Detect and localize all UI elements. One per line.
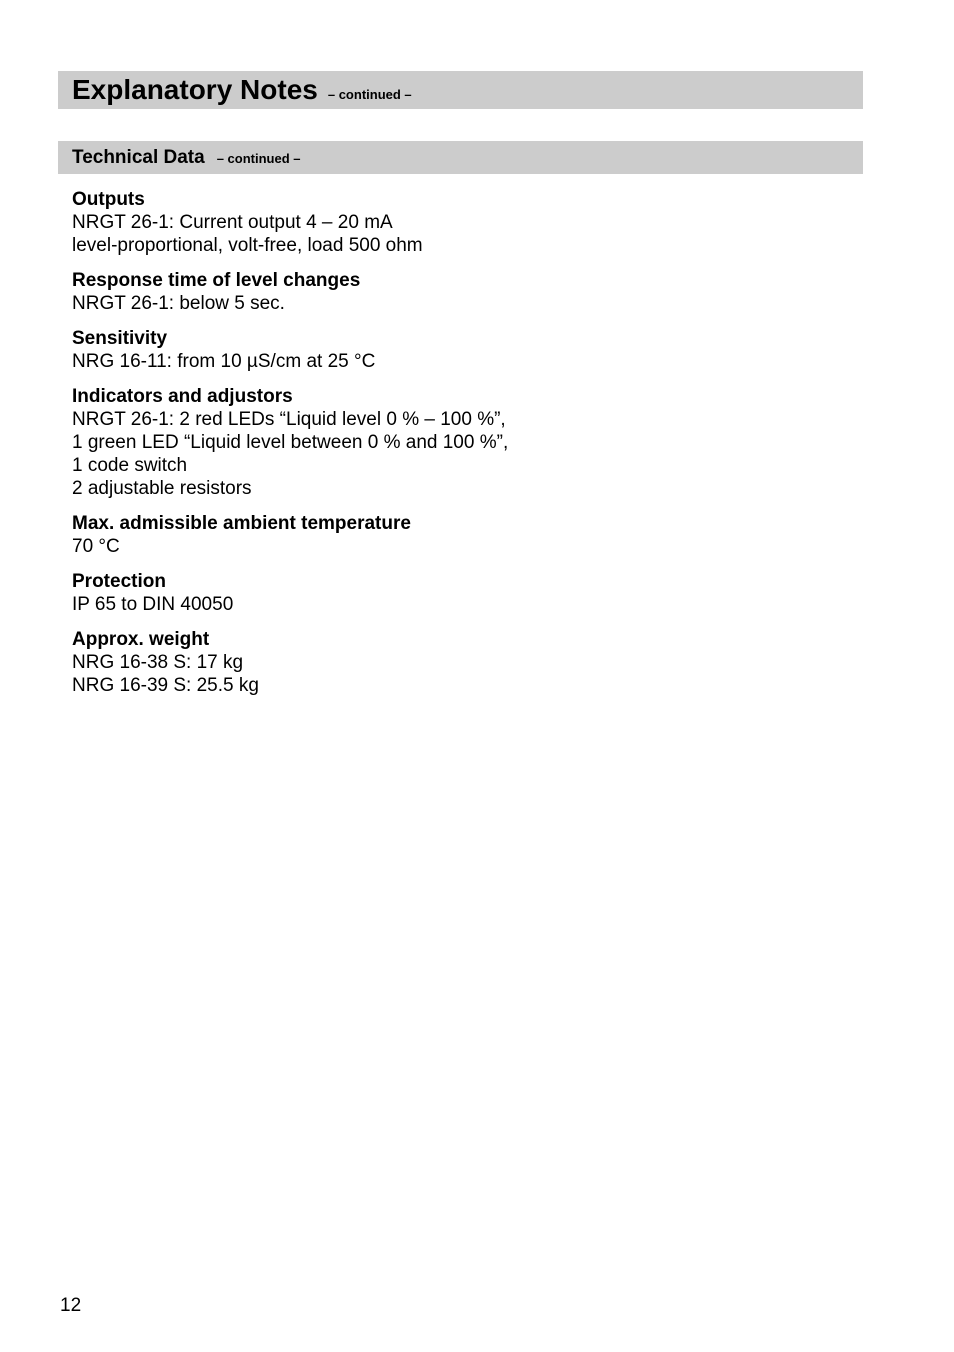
page-title-text: Explanatory Notes <box>72 74 318 105</box>
technical-data-list <box>72 188 852 709</box>
spec-line: 70 °C <box>72 536 120 557</box>
spec-line: 2 adjustable resistors <box>72 478 252 499</box>
spec-heading: Protection <box>72 571 166 592</box>
spec-weight <box>72 628 852 697</box>
page-number: 12 <box>60 1295 82 1316</box>
spec-line: NRG 16-38 S: 17 kg <box>72 652 244 673</box>
section-header-technical-data <box>58 141 863 174</box>
spec-line: 1 code switch <box>72 455 188 476</box>
spec-line: NRG 16-11: from 10 µS/cm at 25 °C <box>72 351 376 372</box>
spec-line: NRGT 26-1: 2 red LEDs “Liquid level 0 % – 100 %”, <box>72 409 506 430</box>
spec-line: IP 65 to DIN 40050 <box>72 594 234 615</box>
spec-outputs <box>72 188 852 257</box>
spec-line: NRG 16-39 S: 25.5 kg <box>72 675 259 696</box>
spec-line: level-proportional, volt-free, load 500 ohm <box>72 235 423 256</box>
section-title-continued: – continued – <box>216 151 301 166</box>
page-title-continued: – continued – <box>327 87 412 102</box>
spec-heading: Sensitivity <box>72 328 168 349</box>
spec-heading: Approx. weight <box>72 629 210 650</box>
section-title-text: Technical Data <box>72 147 205 168</box>
spec-ambient-temperature <box>72 512 852 558</box>
spec-protection <box>72 570 852 616</box>
spec-indicators <box>72 385 852 500</box>
spec-heading: Indicators and adjustors <box>72 386 293 407</box>
section-header-explanatory-notes <box>58 71 863 109</box>
spec-heading: Outputs <box>72 189 145 210</box>
spec-sensitivity <box>72 327 852 373</box>
spec-heading: Response time of level changes <box>72 270 361 291</box>
section-title <box>72 147 301 170</box>
spec-line: 1 green LED “Liquid level between 0 % and 100 %”, <box>72 432 509 453</box>
spec-heading: Max. admissible ambient temperature <box>72 513 411 534</box>
page-title <box>72 73 412 112</box>
spec-line: NRGT 26-1: Current output 4 – 20 mA <box>72 212 393 233</box>
spec-line: NRGT 26-1: below 5 sec. <box>72 293 285 314</box>
spec-response-time <box>72 269 852 315</box>
